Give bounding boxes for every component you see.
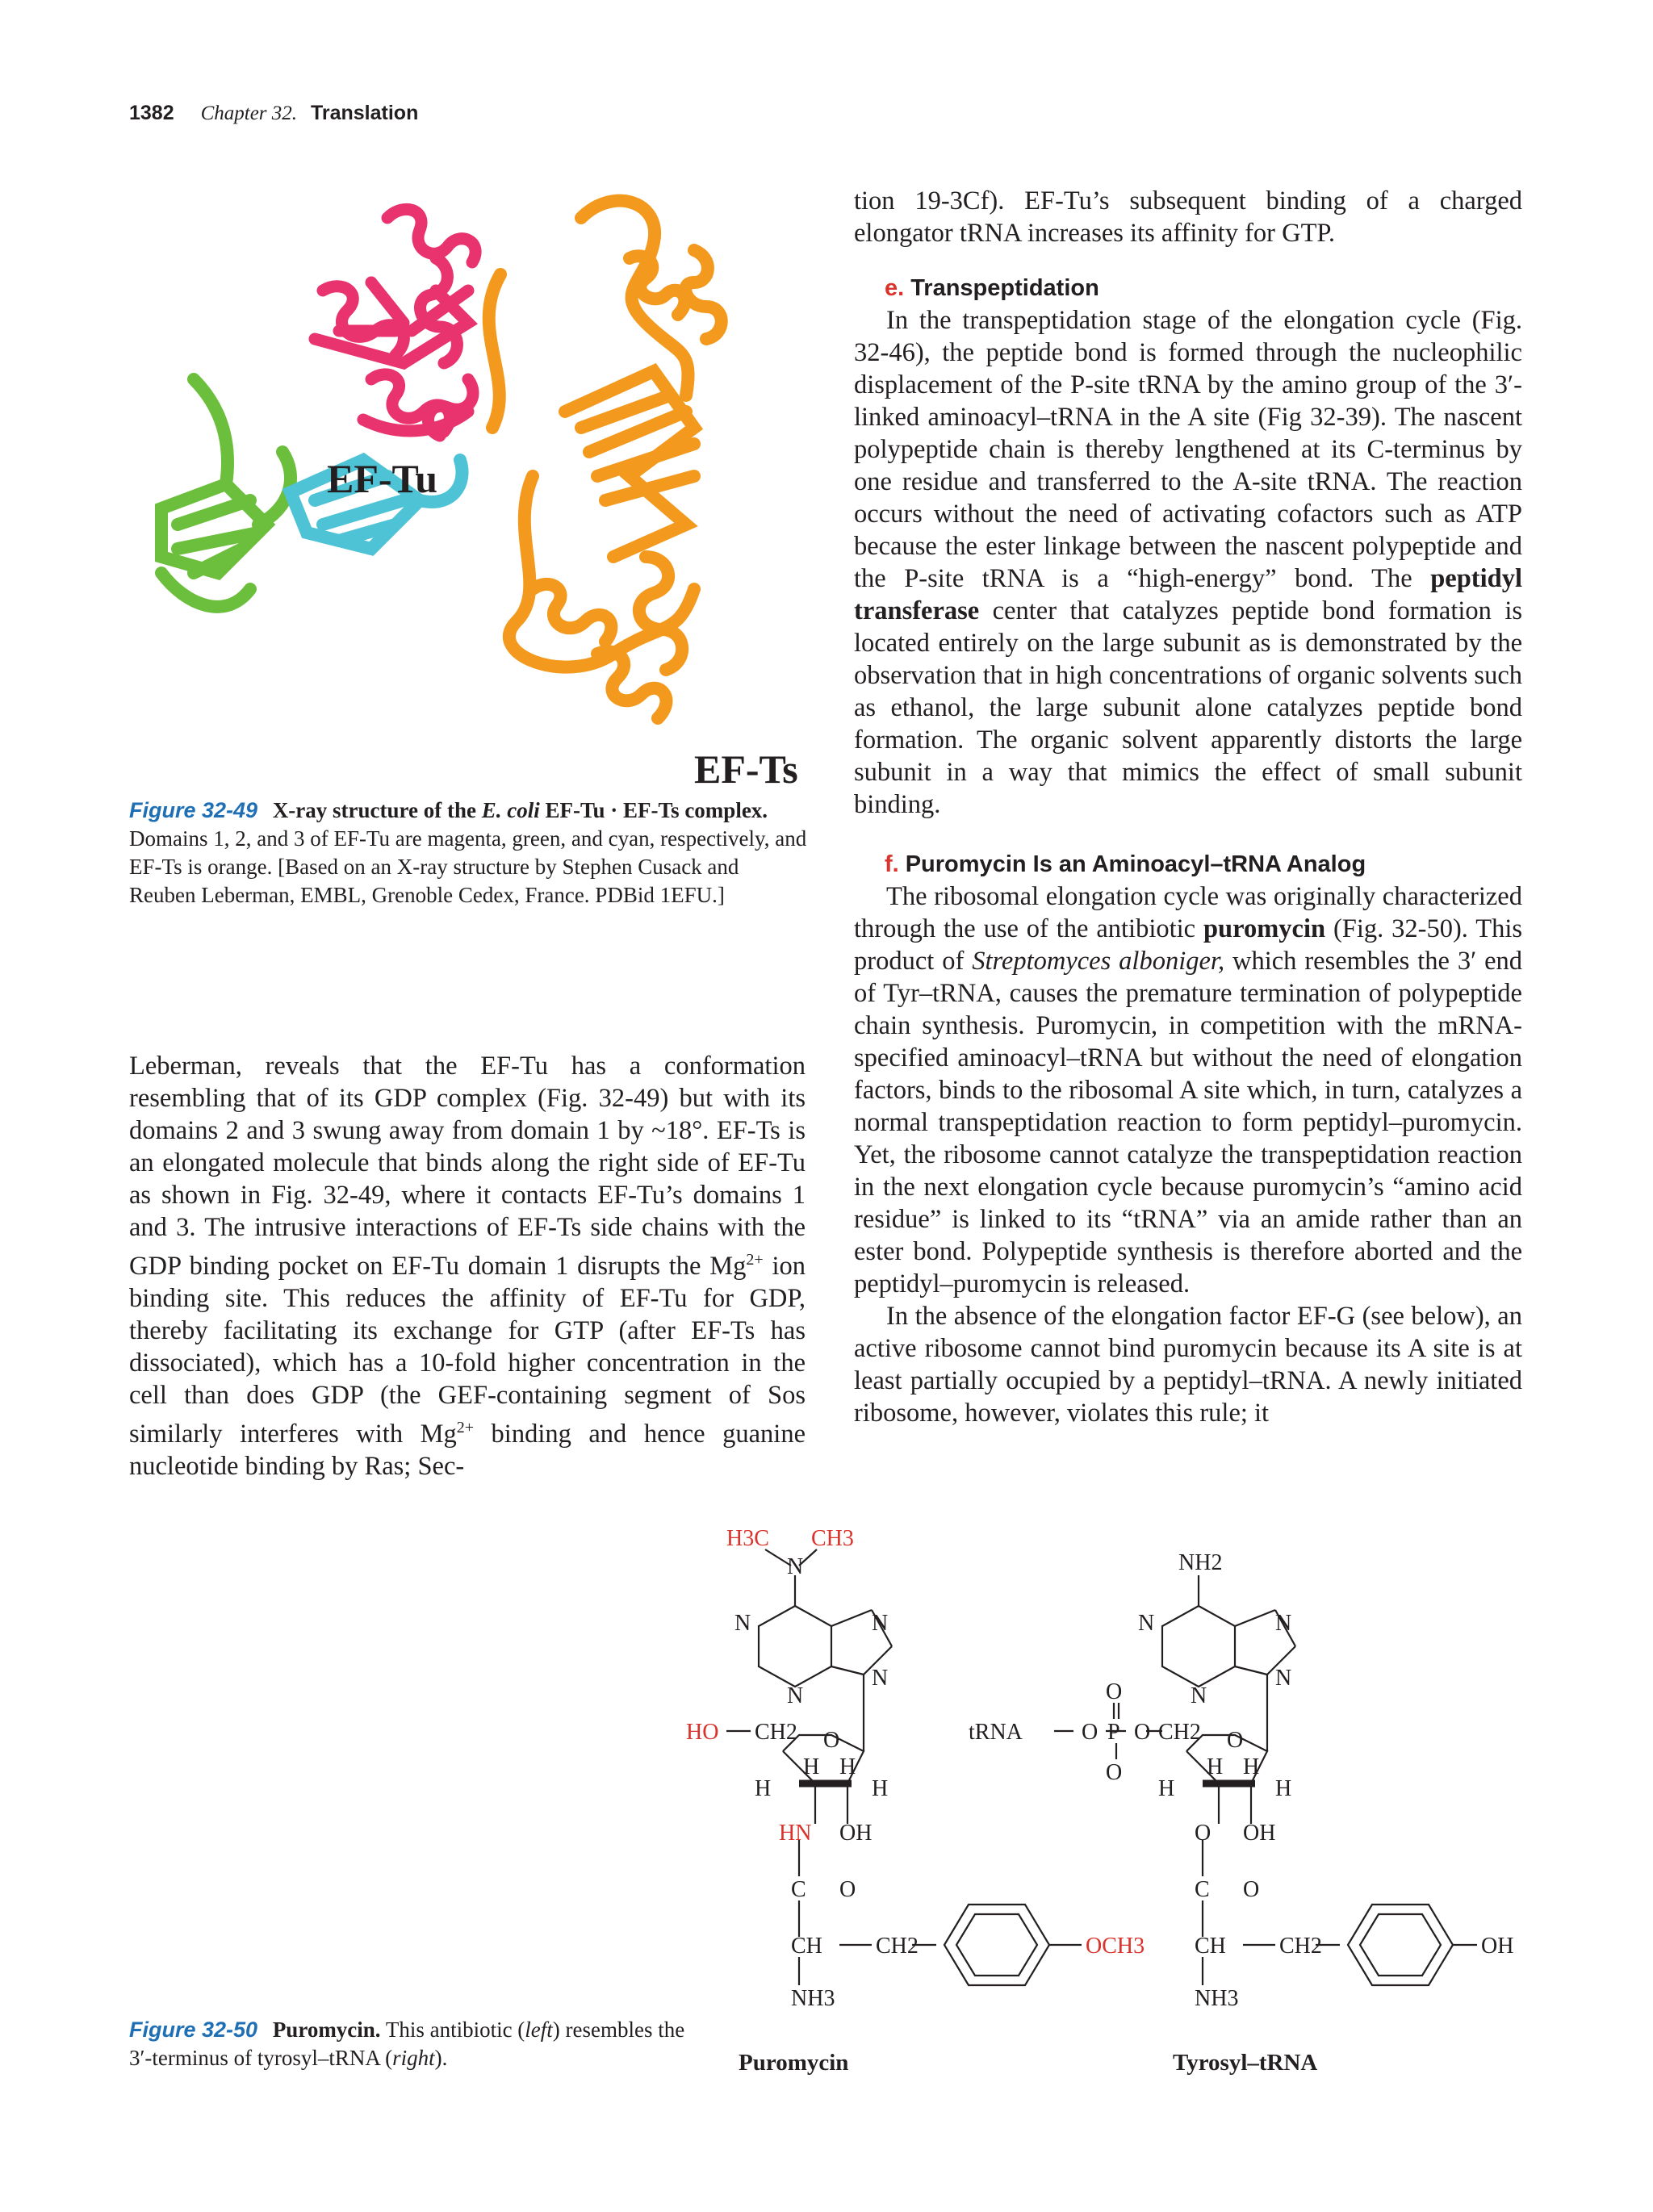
right-column xyxy=(854,185,1522,1429)
carbonyl-o-label: O xyxy=(839,1877,856,1902)
p-label: P xyxy=(1107,1720,1120,1745)
caption-bold-part-2: EF-Tu · EF-Ts complex. xyxy=(545,798,768,822)
section-heading-f xyxy=(854,848,1522,880)
n-label: N xyxy=(734,1611,751,1636)
chapter-title: Translation xyxy=(310,102,419,124)
nh3-label: NH3 xyxy=(791,1986,835,2011)
hn-label: HN xyxy=(779,1821,812,1846)
h-label: H xyxy=(1243,1754,1260,1779)
ho-label: HO xyxy=(686,1720,719,1745)
right-paragraph-2 xyxy=(854,880,1522,1300)
n-label: N xyxy=(787,1554,804,1579)
superscript-2plus: 2+ xyxy=(746,1251,764,1269)
n-label: N xyxy=(1191,1683,1207,1708)
ring-o-label: O xyxy=(823,1728,840,1753)
right-paragraph-0: tion 19-3Cf). EF-Tu’s subsequent binding of a charged elongator tRNA increases its affinity for GTP. xyxy=(854,186,1522,248)
carbonyl-o-label: O xyxy=(1243,1877,1260,1902)
caption-body: Domains 1, 2, and 3 of EF-Tu are magenta, green, and cyan, respectively, and EF-Ts is orange. [Based on an X-ray structure by Stephen Cusack and Reuben Leberman, EMBL, Grenoble Cedex, France. PDBid 1EFU.] xyxy=(129,826,807,907)
h3c-label: H3C xyxy=(726,1526,769,1551)
right-paragraph-3: In the absence of the elongation factor EF-G (see below), an active ribosome cannot bind puromycin because its A site is at least partially occupied by a peptidyl–tRNA. A newly initiated ribosome, however, violates this rule; it xyxy=(854,1302,1522,1428)
h-label: H xyxy=(1158,1776,1175,1801)
n-label: N xyxy=(1275,1666,1292,1691)
ch2-label: CH2 xyxy=(1158,1720,1201,1745)
h-label: H xyxy=(803,1754,820,1779)
term-puromycin: puromycin xyxy=(1203,914,1326,943)
eftu-label: EF-Tu xyxy=(327,456,438,501)
o-minus-label: O xyxy=(1106,1760,1123,1785)
caption-left: left xyxy=(525,2018,553,2042)
n-label: N xyxy=(1275,1611,1292,1636)
nh2-label: NH2 xyxy=(1178,1550,1223,1575)
nh3-label: NH3 xyxy=(1195,1986,1239,2011)
oh-label: OH xyxy=(1243,1821,1276,1846)
atom-labels xyxy=(686,1526,1513,2011)
section-title-e: Transpeptidation xyxy=(910,275,1099,301)
o-label: O xyxy=(1134,1720,1151,1745)
n-label: N xyxy=(1138,1611,1155,1636)
section-letter-e: e. xyxy=(885,275,905,301)
figure-50-caption xyxy=(129,2016,710,2072)
caption-text-b: ) resembles the 3′-terminus of tyrosyl–tRNA ( xyxy=(129,2018,685,2070)
left-paragraph xyxy=(129,1050,806,1482)
caption-bold-part: X-ray structure of the xyxy=(272,798,476,822)
left-text-b: ion binding site. This reduces the affinity of EF-Tu for GDP, thereby facilitating its exchange for GTP (after EF-Ts has dissociated), which has a 10-fold higher concentration in the cell than does GDP (the GEF-containing segment of Sos similarly interferes with Mg xyxy=(129,1251,806,1449)
caption-bold: Puromycin. xyxy=(272,2018,381,2042)
och3-label: OCH3 xyxy=(1086,1934,1145,1959)
carbonyl-c-label: C xyxy=(1195,1877,1210,1902)
page-number: 1382 xyxy=(129,102,174,124)
n-label: N xyxy=(872,1611,889,1636)
right-paragraph-1 xyxy=(854,304,1522,821)
chapter-label: Chapter 32. xyxy=(200,102,298,124)
right-p2-c: which resembles the 3′ end of Tyr–tRNA, causes the premature termination of polypeptide chain synthesis. Puromycin, in competition with the mRNA-specified aminoacyl–tRNA but without the need of elongation factors, binds to the ribosomal A site which, in turn, catalyzes a normal transpeptidation reaction to form peptidyl–puromycin. Yet, the ribosome cannot catalyze the transpeptidation reaction in the next elongation cycle because puromycin’s “amino acid residue” is linked to its “tRNA” via an amide rather than an ester bond. Polypeptide synthesis is therefore aborted and the peptidyl–puromycin is released. xyxy=(854,947,1523,1298)
right-p1-b: center that catalyzes peptide bond formation is located entirely on the large subunit as is demonstrated by the observation that in high concentrations of organic solvents such as ethanol, the large subunit alone catalyzes peptide bond formation. The organic solvent apparently distorts the large subunit in a way that mimics the effect of small subunit binding. xyxy=(854,596,1522,819)
ch2-label: CH2 xyxy=(1279,1934,1322,1959)
figure-50-label: Figure 32-50 xyxy=(129,2018,258,2042)
o-label: O xyxy=(1082,1720,1099,1745)
n-label: N xyxy=(787,1683,804,1708)
ch-label: CH xyxy=(1195,1934,1226,1959)
tyrosyl-trna-name: Tyrosyl–tRNA xyxy=(1173,2050,1318,2076)
puromycin-tyrosyl-trna-structures xyxy=(678,1517,1550,2098)
ef-tu-ef-ts-structure-image xyxy=(129,169,807,799)
caption-text-c: ). xyxy=(434,2046,448,2070)
figure-49-caption xyxy=(129,797,807,909)
n-label: N xyxy=(872,1666,889,1691)
ch2-label: CH2 xyxy=(755,1720,797,1745)
phosphate-o-label: O xyxy=(1106,1679,1123,1704)
ch3-label: CH3 xyxy=(811,1526,854,1551)
figure-49-label: Figure 32-49 xyxy=(129,798,258,822)
puromycin-name: Puromycin xyxy=(739,2050,849,2076)
caption-text-a: This antibiotic ( xyxy=(385,2018,525,2042)
caption-species: E. coli xyxy=(481,798,540,822)
right-p2-a: The ribosomal elongation cycle was originally characterized through the use of the antibiotic xyxy=(854,882,1522,943)
carbonyl-c-label: C xyxy=(791,1877,806,1902)
right-p2-b: (Fig. 32-50). This product of xyxy=(854,914,1523,976)
eftu-domain2-ribbon xyxy=(161,379,291,607)
left-text-a: Leberman, reveals that the EF-Tu has a conformation resembling that of its GDP complex (Fig. 32-49) but with its domains 2 and 3 swung away from domain 1 by ~18°. EF-Ts is an elongated molecule that binds along the right side of EF-Tu as shown in Fig. 32-49, where it contacts EF-Tu’s domains 1 and 3. The intrusive interactions of EF-Ts side chains with the GDP binding pocket on EF-Tu domain 1 disrupts the Mg xyxy=(129,1052,806,1281)
section-title-f: Puromycin Is an Aminoacyl–tRNA Analog xyxy=(905,851,1366,877)
caption-right: right xyxy=(392,2046,435,2070)
term-peptidyl-transferase: peptidyl transferase xyxy=(854,564,1523,625)
h-label: H xyxy=(755,1776,772,1801)
efts-label: EF-Ts xyxy=(694,746,798,792)
h-label: H xyxy=(872,1776,889,1801)
ch2-label: CH2 xyxy=(876,1934,919,1959)
left-text-c: binding and hence guanine nucleotide binding by Ras; Sec- xyxy=(129,1419,806,1481)
h-label: H xyxy=(839,1754,856,1779)
running-head xyxy=(129,102,418,125)
ester-o-label: O xyxy=(1195,1821,1212,1846)
ring-o-label: O xyxy=(1227,1728,1244,1753)
right-p1-a: In the transpeptidation stage of the elongation cycle (Fig. 32-46), the peptide bond is formed through the nucleophilic displacement of the P-site tRNA by the amino group of the 3′-linked aminoacyl–tRNA in the A site (Fig 32-39). The nascent polypeptide chain is thereby lengthened at its C-terminus by one residue and transferred to the A-site tRNA. The reaction occurs without the need of activating cofactors such as ATP because the ester linkage between the nascent polypeptide and the P-site tRNA is a “high-energy” bond. The xyxy=(854,306,1522,593)
section-letter-f: f. xyxy=(885,851,899,877)
eftu-domain1-ribbon xyxy=(315,209,475,436)
h-label: H xyxy=(1207,1754,1224,1779)
oh-label: OH xyxy=(839,1821,873,1846)
section-heading-e xyxy=(854,272,1522,304)
species-name: Streptomyces alboniger, xyxy=(972,947,1225,976)
oh-label: OH xyxy=(1481,1934,1514,1959)
ch-label: CH xyxy=(791,1934,822,1959)
h-label: H xyxy=(1275,1776,1292,1801)
superscript-2plus: 2+ xyxy=(456,1418,475,1436)
left-column xyxy=(129,1050,806,1482)
trna-label: tRNA xyxy=(969,1720,1023,1745)
efts-ribbon xyxy=(489,201,722,718)
